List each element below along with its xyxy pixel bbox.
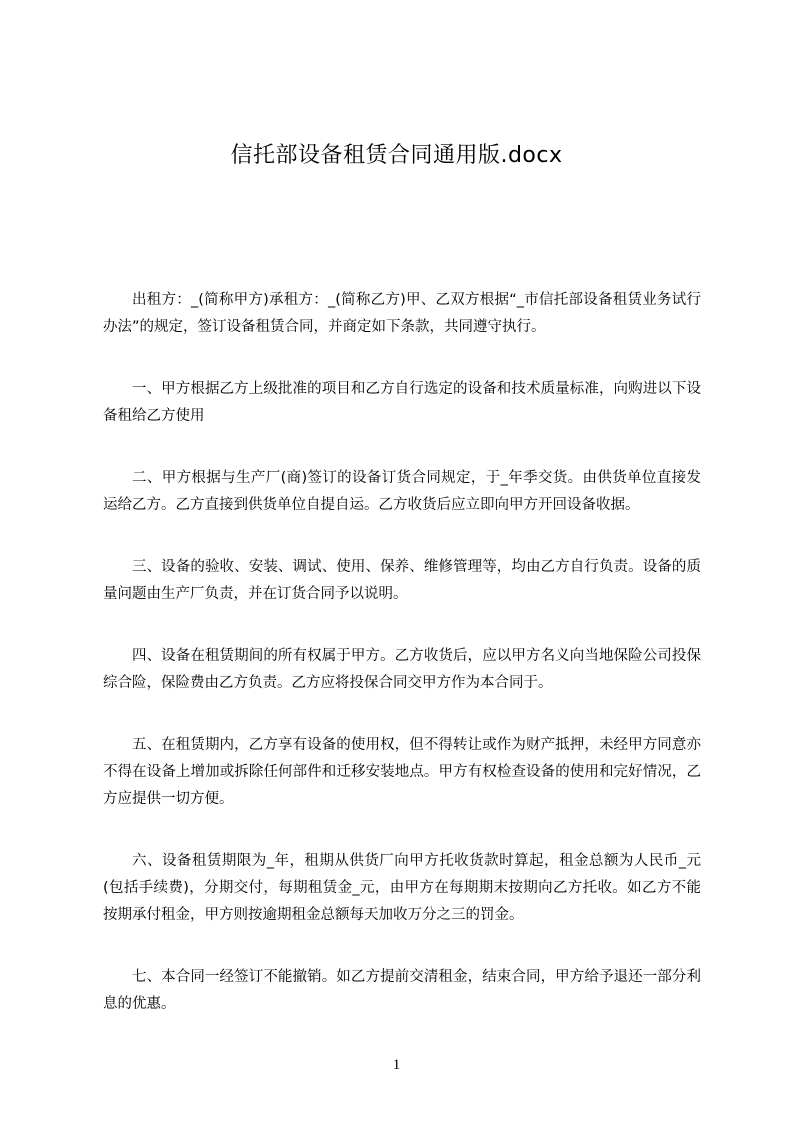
paragraph-clause-6: 六、设备租赁期限为_年，租期从供货厂向甲方托收货款时算起，租金总额为人民币_元(包括手续费)，分期交付，每期租赁金_元，由甲方在每期期末按期向乙方托收。如乙方不能按期承付租金，甲方则按逾期租金总额每天加收万分之三的罚金。 bbox=[103, 853, 701, 923]
page-number: 1 bbox=[392, 1057, 401, 1073]
document-body bbox=[103, 287, 701, 1053]
paragraph-clause-5: 五、在租赁期内，乙方享有设备的使用权，但不得转让或作为财产抵押，未经甲方同意亦不得在设备上增加或拆除任何部件和迁移安装地点。甲方有权检查设备的使用和完好情况，乙方应提供一切方便。 bbox=[103, 737, 701, 807]
paragraph-clause-2: 二、甲方根据与生产厂(商)签订的设备订货合同规定，于_年季交货。由供货单位直接发运给乙方。乙方直接到供货单位自提自运。乙方收货后应立即向甲方开回设备收据。 bbox=[103, 470, 701, 513]
document-title: 信托部设备租赁合同通用版.docx bbox=[230, 143, 563, 168]
paragraph-clause-7: 七、本合同一经签订不能撤销。如乙方提前交清租金，结束合同，甲方给予退还一部分利息的优惠。 bbox=[103, 969, 701, 1012]
paragraph-clause-1: 一、甲方根据乙方上级批准的项目和乙方自行选定的设备和技术质量标准，向购进以下设备租给乙方使用 bbox=[103, 381, 701, 424]
paragraph-clause-3: 三、设备的验收、安装、调试、使用、保养、维修管理等，均由乙方自行负责。设备的质量问题由生产厂负责，并在订货合同予以说明。 bbox=[103, 559, 701, 602]
paragraph-clause-4: 四、设备在租赁期间的所有权属于甲方。乙方收货后，应以甲方名义向当地保险公司投保综合险，保险费由乙方负责。乙方应将投保合同交甲方作为本合同于。 bbox=[103, 648, 701, 691]
paragraph-preamble: 出租方：_(简称甲方)承租方：_(简称乙方)甲、乙双方根据“_市信托部设备租赁业务试行办法”的规定，签订设备租赁合同，并商定如下条款，共同遵守执行。 bbox=[103, 292, 701, 335]
